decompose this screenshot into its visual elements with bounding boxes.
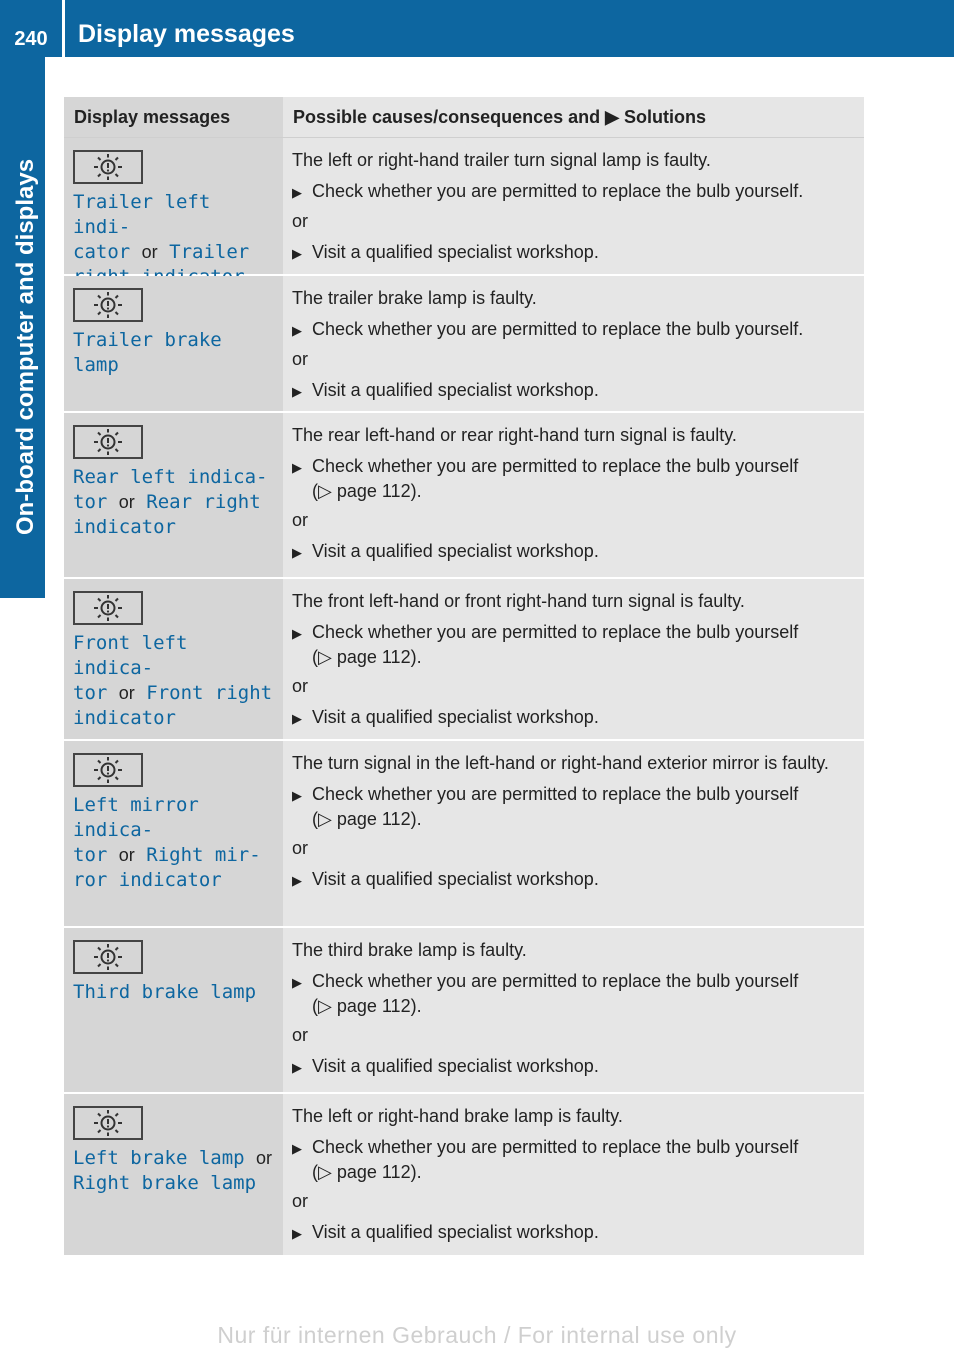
- solution-step: [292, 969, 856, 1019]
- solution-text: [312, 620, 798, 670]
- solution-text: [312, 1135, 798, 1185]
- message-cell: [64, 276, 283, 411]
- message-text: indicator: [73, 516, 176, 538]
- solution-cell: [283, 579, 864, 739]
- column-header-solutions: Possible causes/consequences and ▶ Solutions: [293, 106, 706, 127]
- page-reference: (▷ page 112).: [312, 996, 422, 1016]
- solution-step: [292, 454, 856, 504]
- solution-step: [292, 782, 856, 832]
- solution-step: [292, 179, 856, 205]
- display-message: [73, 980, 275, 1005]
- solution-cell: [283, 1094, 864, 1255]
- or-separator: or: [292, 676, 309, 696]
- solution-main: Check whether you are permitted to replace the bulb yourself.: [312, 319, 804, 339]
- solution-step: [292, 240, 856, 266]
- cause-text: The left or right-hand trailer turn signal lamp is faulty.: [292, 150, 711, 170]
- triangle-right-icon: ▶: [292, 323, 302, 338]
- solution-step: [292, 539, 856, 565]
- message-cell: [64, 1094, 283, 1255]
- or-separator: or: [292, 838, 309, 858]
- solution-step: [292, 378, 856, 404]
- message-text: Left mirror indica-: [73, 794, 199, 841]
- display-messages-table: [64, 97, 864, 1257]
- cause-text: The trailer brake lamp is faulty.: [292, 288, 537, 308]
- solution-text: [312, 454, 798, 504]
- display-message: [73, 793, 275, 893]
- triangle-right-icon: ▶: [292, 873, 302, 888]
- solution-step: [292, 1220, 856, 1246]
- solution-main: Check whether you are permitted to replace the bulb yourself.: [312, 181, 804, 201]
- message-text: Left brake lamp: [73, 1147, 245, 1169]
- message-cell: [64, 413, 283, 577]
- or-separator: or: [292, 510, 309, 530]
- page-reference: (▷ page 112).: [312, 809, 422, 829]
- table-row: [64, 579, 864, 741]
- header-bar: [0, 0, 954, 57]
- or-text: or: [118, 492, 135, 512]
- message-cell: [64, 579, 283, 739]
- or-separator: or: [292, 349, 309, 369]
- or-separator: or: [292, 1025, 309, 1045]
- message-text: Third brake lamp: [73, 981, 257, 1003]
- table-body: [64, 138, 864, 1257]
- solution-main: Check whether you are permitted to replace the bulb yourself: [312, 456, 799, 476]
- solution-cell: [283, 741, 864, 926]
- message-text: cator: [73, 241, 131, 263]
- cause-text: The front left-hand or front right-hand turn signal is faulty.: [292, 591, 745, 611]
- solution-step: [292, 705, 856, 731]
- solution-text: Visit a qualified specialist workshop.: [312, 380, 599, 400]
- solution-step: [292, 1054, 856, 1080]
- table-row: [64, 1094, 864, 1257]
- solution-step: [292, 317, 856, 343]
- message-text: Front left indica-: [73, 632, 188, 679]
- or-separator: or: [292, 1191, 309, 1211]
- triangle-right-icon: ▶: [292, 185, 302, 200]
- message-text: tor: [73, 491, 108, 513]
- solution-text: Visit a qualified specialist workshop.: [312, 541, 599, 561]
- message-text: Trailer: [169, 241, 250, 263]
- solution-cell: [283, 413, 864, 577]
- message-cell: [64, 928, 283, 1092]
- cause-text: The rear left-hand or rear right-hand turn signal is faulty.: [292, 425, 737, 445]
- message-text: Rear right: [146, 491, 261, 513]
- solution-text: [312, 317, 803, 343]
- triangle-right-icon: ▶: [292, 975, 302, 990]
- display-message: [73, 190, 275, 290]
- cause-text: The left or right-hand brake lamp is faulty.: [292, 1106, 623, 1126]
- triangle-right-icon: ▶: [292, 788, 302, 803]
- triangle-right-icon: ▶: [292, 1060, 302, 1075]
- triangle-right-icon: ▶: [292, 460, 302, 475]
- or-text: or: [256, 1148, 273, 1168]
- solution-step: [292, 620, 856, 670]
- message-text: Trailer left indi-: [73, 191, 211, 238]
- triangle-right-icon: ▶: [292, 711, 302, 726]
- solution-main: Check whether you are permitted to replace the bulb yourself: [312, 784, 799, 804]
- internal-use-watermark: Nur für internen Gebrauch / For internal use only: [217, 1322, 737, 1348]
- page-title: Display messages: [78, 20, 295, 48]
- triangle-right-icon: ▶: [292, 1226, 302, 1241]
- bulb-warning-icon: [73, 1106, 143, 1140]
- or-text: or: [141, 242, 158, 262]
- message-text: Rear left indica-: [73, 466, 268, 488]
- page-reference: (▷ page 112).: [312, 1162, 422, 1182]
- display-message: [73, 1146, 275, 1196]
- table-header: [64, 97, 864, 138]
- bulb-warning-icon: [73, 591, 143, 625]
- message-text: indicator: [73, 707, 176, 729]
- solution-step: [292, 1135, 856, 1185]
- triangle-right-icon: ▶: [292, 1141, 302, 1156]
- solution-main: Check whether you are permitted to replace the bulb yourself: [312, 1137, 799, 1157]
- display-message: [73, 328, 275, 378]
- triangle-right-icon: ▶: [292, 545, 302, 560]
- cause-text: The third brake lamp is faulty.: [292, 940, 527, 960]
- bulb-warning-icon: [73, 940, 143, 974]
- table-row: [64, 741, 864, 928]
- solution-text: Visit a qualified specialist workshop.: [312, 242, 599, 262]
- solution-cell: [283, 276, 864, 411]
- page-reference: (▷ page 112).: [312, 481, 422, 501]
- table-row: [64, 413, 864, 579]
- solution-main: Check whether you are permitted to replace the bulb yourself: [312, 622, 799, 642]
- solution-cell: [283, 138, 864, 274]
- solution-text: Visit a qualified specialist workshop.: [312, 1222, 599, 1242]
- message-text: Trailer brake lamp: [73, 329, 222, 376]
- bulb-warning-icon: [73, 288, 143, 322]
- triangle-right-icon: ▶: [292, 246, 302, 261]
- solution-step: [292, 867, 856, 893]
- column-header-messages: Display messages: [64, 97, 283, 137]
- solution-cell: [283, 928, 864, 1092]
- message-text: Front right: [146, 682, 273, 704]
- message-text: tor: [73, 844, 108, 866]
- solution-main: Check whether you are permitted to replace the bulb yourself: [312, 971, 799, 991]
- triangle-right-icon: ▶: [292, 384, 302, 399]
- solution-text: [312, 179, 803, 205]
- or-separator: or: [292, 211, 309, 231]
- bulb-warning-icon: [73, 753, 143, 787]
- table-row: [64, 138, 864, 276]
- table-row: [64, 276, 864, 413]
- message-cell: [64, 138, 283, 274]
- table-row: [64, 928, 864, 1094]
- or-text: or: [118, 683, 135, 703]
- message-text: ror indicator: [73, 869, 222, 891]
- page-reference: (▷ page 112).: [312, 647, 422, 667]
- section-side-tab-label: On-board computer and displays: [12, 158, 39, 535]
- header-divider: [62, 0, 65, 57]
- solution-text: Visit a qualified specialist workshop.: [312, 1056, 599, 1076]
- triangle-right-icon: ▶: [292, 626, 302, 641]
- solution-text: Visit a qualified specialist workshop.: [312, 707, 599, 727]
- cause-text: The turn signal in the left-hand or right-hand exterior mirror is faulty.: [292, 753, 829, 773]
- solution-text: Visit a qualified specialist workshop.: [312, 869, 599, 889]
- message-text: tor: [73, 682, 108, 704]
- display-message: [73, 631, 275, 731]
- message-text: Right mir-: [146, 844, 261, 866]
- page-number: 240: [14, 28, 48, 50]
- display-message: [73, 465, 275, 540]
- bulb-warning-icon: [73, 425, 143, 459]
- solution-text: [312, 782, 798, 832]
- message-text: Right brake lamp: [73, 1172, 257, 1194]
- message-cell: [64, 741, 283, 926]
- bulb-warning-icon: [73, 150, 143, 184]
- solution-text: [312, 969, 798, 1019]
- or-text: or: [118, 845, 135, 865]
